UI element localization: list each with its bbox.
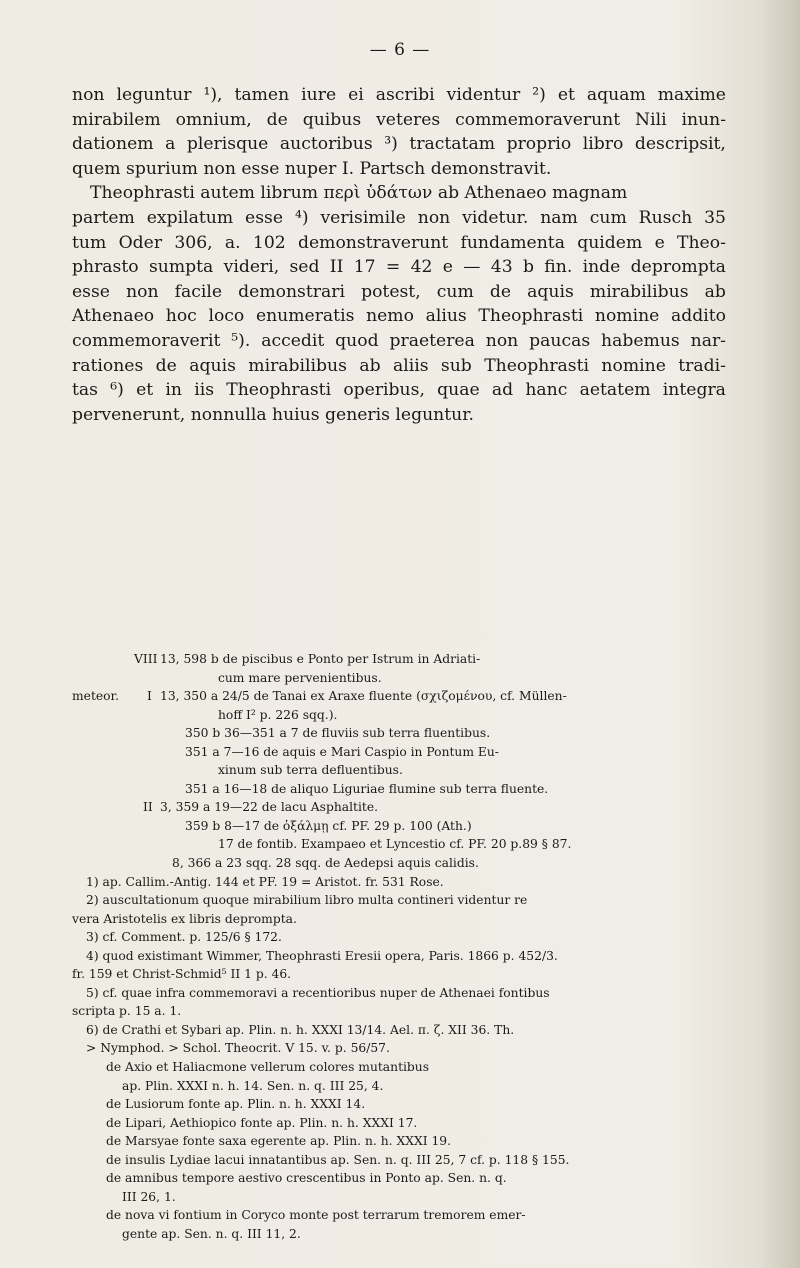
reference-line xyxy=(72,835,732,854)
footnote-text: 1) ap. Callim.-Antig. 144 et PF. 19 = Aristot. fr. 531 Rose. xyxy=(86,874,444,889)
footnote-text: vera Aristotelis ex libris deprompta. xyxy=(72,911,297,926)
reference-line xyxy=(72,780,732,799)
footnote xyxy=(72,1151,732,1170)
footnote-text: gente ap. Sen. n. q. III 11, 2. xyxy=(122,1226,301,1241)
footnote xyxy=(72,1169,732,1188)
reference-text: 17 de fontib. Exampaeo et Lyncestio cf. PF. 20 p.89 § 87. xyxy=(218,837,572,852)
footnote xyxy=(72,1058,732,1077)
footnote-text: scripta p. 15 a. 1. xyxy=(72,1004,182,1019)
reference-line xyxy=(72,687,732,706)
page-number: — 6 — xyxy=(369,40,431,60)
text-line: dationem a plerisque auctoribus ³) tractatam proprio libro descripsit, xyxy=(72,134,726,155)
reference-line xyxy=(72,817,732,836)
footnote xyxy=(72,1114,732,1133)
text-line: pervenerunt, nonnulla huius generis leguntur. xyxy=(72,404,475,425)
reference-text: 8, 366 a 23 sqq. 28 sqq. de Aedepsi aquis calidis. xyxy=(172,856,479,871)
footnote xyxy=(72,1225,732,1244)
reference-text: 13, 598 b de piscibus e Ponto per Istrum in Adriati- xyxy=(160,652,481,666)
reference-text: 351 a 7—16 de aquis e Mari Caspio in Pontum Eu- xyxy=(185,744,499,759)
book-number: VIII xyxy=(134,652,158,666)
reference-line xyxy=(72,706,732,725)
text-line: mirabilem omnium, de quibus veteres commemoraverunt Nili inun- xyxy=(72,109,726,130)
footnote xyxy=(72,1077,732,1096)
footnote-text: de amnibus tempore aestivo crescentibus in Ponto ap. Sen. n. q. xyxy=(106,1171,507,1186)
reference-line xyxy=(72,743,732,762)
text-line: esse non facile demonstrari potest, cum de aquis mirabilibus ab xyxy=(72,281,726,302)
footnote-text: de nova vi fontium in Coryco monte post terrarum tremorem emer- xyxy=(106,1208,526,1223)
footnote-text: 4) quod existimant Wimmer, Theophrasti Eresii opera, Paris. 1866 p. 452/3. xyxy=(86,948,558,963)
footnote xyxy=(72,947,732,966)
footnote-text: de insulis Lydiae lacui innatantibus ap. Sen. n. q. III 25, 7 cf. p. 118 § 155. xyxy=(106,1152,570,1167)
footnote xyxy=(72,1206,732,1225)
footnote xyxy=(72,1039,732,1058)
reference-line xyxy=(72,650,732,669)
reference-text: 13, 350 a 24/5 de Tanai ex Araxe fluente (σχιζομένου, cf. Müllen- xyxy=(160,689,567,704)
text-line: quem spurium non esse nuper I. Partsch demonstravit. xyxy=(72,158,552,179)
footnote xyxy=(72,965,732,984)
footnote-text: 6) de Crathi et Sybari ap. Plin. n. h. XXXI 13/14. Ael. π. ζ. XII 36. Th. xyxy=(86,1022,515,1037)
reference-text: 3, 359 a 19—22 de lacu Asphaltite. xyxy=(160,800,379,815)
footnote xyxy=(72,928,732,947)
text-line: rationes de aquis mirabilibus ab aliis sub Theophrasti nomine tradi- xyxy=(72,355,726,376)
footnote-text: fr. 159 et Christ-Schmid⁵ II 1 p. 46. xyxy=(72,967,292,982)
reference-line xyxy=(72,854,732,873)
footnote xyxy=(72,910,732,929)
text-line: tum Oder 306, a. 102 demonstraverunt fundamenta quidem e Theo- xyxy=(72,232,726,253)
footnote xyxy=(72,1002,732,1021)
reference-text: 351 a 16—18 de aliquo Liguriae flumine sub terra fluente. xyxy=(185,781,549,796)
work-label: meteor. xyxy=(72,689,119,704)
reference-line xyxy=(72,669,732,688)
text-line: Theophrasti autem librum περὶ ὑδάτων ab Athenaeo magnam xyxy=(90,183,628,204)
reference-line xyxy=(72,724,732,743)
footnote xyxy=(72,891,732,910)
reference-line xyxy=(72,761,732,780)
footnote-text: > Nymphod. > Schol. Theocrit. V 15. v. p. 56/57. xyxy=(86,1041,390,1056)
text-line: non leguntur ¹), tamen iure ei ascribi videntur ²) et aquam maxime xyxy=(72,85,726,105)
reference-line xyxy=(72,798,732,817)
footnote xyxy=(72,1188,732,1207)
footnote-text: 3) cf. Comment. p. 125/6 § 172. xyxy=(86,930,282,945)
footnote-text: III 26, 1. xyxy=(122,1189,176,1204)
reference-text: 359 b 8—17 de ὀξάλμῃ cf. PF. 29 p. 100 (Ath.) xyxy=(185,818,472,833)
book-number: II xyxy=(143,800,153,815)
text-line: tas ⁶) et in iis Theophrasti operibus, quae ad hanc aetatem integra xyxy=(72,380,726,401)
footnote xyxy=(72,984,732,1003)
footnote-text: 5) cf. quae infra commemoravi a recentioribus nuper de Athenaei fontibus xyxy=(86,985,550,1000)
text-line: partem expilatum esse ⁴) verisimile non videtur. nam cum Rusch 35 xyxy=(72,207,726,228)
footnote-text: ap. Plin. XXXI n. h. 14. Sen. n. q. III 25, 4. xyxy=(122,1078,384,1093)
text-line: Athenaeo hoc loco enumeratis nemo alius Theophrasti nomine addito xyxy=(72,306,726,327)
footnote xyxy=(72,873,732,892)
footnote-text: de Lusiorum fonte ap. Plin. n. h. XXXI 14. xyxy=(106,1097,366,1112)
reference-text: cum mare pervenientibus. xyxy=(218,670,382,685)
text-line: phrasto sumpta videri, sed II 17 = 42 e — 43 b fin. inde deprompta xyxy=(72,257,726,278)
text-line: commemoraverit ⁵). accedit quod praeterea non paucas habemus nar- xyxy=(72,330,726,351)
main-text xyxy=(72,83,726,427)
footnote xyxy=(72,1132,732,1151)
footnote-text: de Axio et Haliacmone vellerum colores mutantibus xyxy=(106,1060,430,1075)
footnote-text: 2) auscultationum quoque mirabilium libro multa contineri videntur re xyxy=(86,893,528,908)
footnote-text: de Lipari, Aethiopico fonte ap. Plin. n. h. XXXI 17. xyxy=(106,1115,418,1130)
reference-text: hoff I² p. 226 sqq.). xyxy=(218,707,338,722)
book-number: I xyxy=(147,689,152,704)
reference-text: 350 b 36—351 a 7 de fluviis sub terra fluentibus. xyxy=(185,726,491,741)
footnote-text: de Marsyae fonte saxa egerente ap. Plin. n. h. XXXI 19. xyxy=(106,1134,452,1149)
reference-text: xinum sub terra defluentibus. xyxy=(218,763,403,778)
footnote xyxy=(72,1095,732,1114)
footnote xyxy=(72,1021,732,1040)
reference-list xyxy=(72,650,732,1244)
